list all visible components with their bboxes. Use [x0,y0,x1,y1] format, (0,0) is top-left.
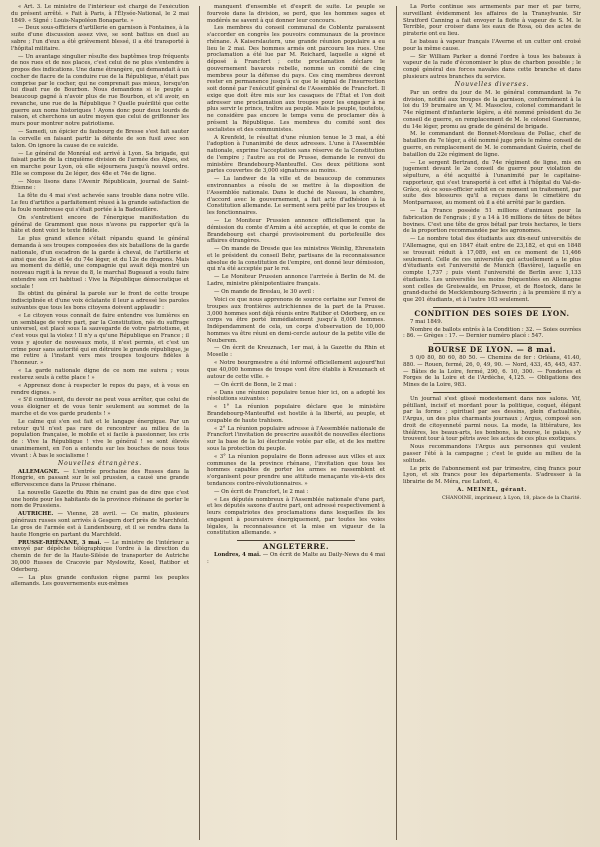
paragraph-text: — On mande de Breslau, le 30 avril : [214,289,315,296]
paragraph-text: « Apprenez donc à respecter le repos du pays, et à vous en rendre dignes. » [11,382,189,396]
printer-imprint: CHANOINE, imprimeur, à Lyon, 18, place de la Charité. [441,495,581,502]
paragraph-text: — Samedi, un épicier du faubourg de Bresse s'est fait sauter la cervelle en faisant partir la détente de son fusil avec son talon. On ignore la cause de ce suicide. [11,129,189,149]
article-paragraph [403,90,581,131]
article-paragraph [207,4,385,24]
paragraph-text: Le prix de l'abonnement est par trimestre, cinq francs pour Lyon, et six francs pour les départements. S'adresser à la librairie de M. Méra, rue Lafont, 4. [403,465,581,486]
paragraph-text: — Vienne, 28 avril. — Ce matin, plusieurs généraux russes sont arrivés à Gesgern dorf près de Marchfeld. Le gros de l'armée est à Lundenbourg, et il se rendra dans la haute Hongrie en partant du Marchfeld. [11,511,189,538]
paragraph-text: Nombre de ballots entrés à la Condition : 32. — Soies ouvrées : 86. — Grèges : 17. — Dernier numéro placé : 547. [403,326,581,340]
paragraph-text: manquent d'ensemble et d'esprit de suite. Le peuple se fourvoie dans la division, se perd, que les hommes sages et modérés ne savent à qui donner leur concours. [207,4,385,24]
article-paragraph [11,575,189,589]
article-paragraph [207,297,385,344]
article-paragraph [403,327,581,341]
article-paragraph [11,54,189,128]
section-rule [237,540,355,541]
paragraph-text: « 3° La réunion populaire de Bonn adresse aux villes et aux communes de la province rhénane, l'invitation que tous les hommes capables de porter les armes se rassemblent et s'organisent pour prendre une attitude menaçante vis-à-vis des tendances contre-révolutionnaires. » [207,453,385,487]
article-paragraph [403,466,581,486]
paragraph-text: — Le nombre total des étudiants aux dix-neuf universités de l'Allemagne, qui en 1847 était entre de 23,182, et qui en 1848 se trouvait réduit à 17,089, est en ce moment de 11,466 seulement. Celle de ces universités qui actuellement a le plus d'étudiants est l'université de Munich (Bavière), laquelle en compte 1,737 ; puis vient l'université de Berlin avec 1,133 étudiants. Les universités les moins fréquentées en Allemagne sont celles de Greiswalde, en Prusse, et de Rostock, dans le grand-duché de Mecklembourg-Schwerin ; à la première il n'y a que 201 étudiants, et à l'autre 103 seulement. [403,236,581,303]
paragraph-text: La Porte continue ses armements par mer et par terre, surveillant évidemment les affaires de la Transylvanie. Sir Stratford Canning a fait envoyer la flotte à vapeur de S. M. le Terrible, pour croiser dans les eaux de Rosa, où des actes de piraterie ont eu lieu. [403,4,581,37]
column-divider [199,6,200,840]
article-paragraph [207,176,385,217]
paragraph-text: Ils obtint du général la parole sur le front de cette troupe indisciplinée et d'une voix éclatante il leur a adressé les paroles suivantes que tous les bons citoyens doivent applaudir : [11,291,189,311]
paragraph-text: On s'entretient encore de l'énergique manifestation du général de Grammont que nous n'avons pu rapporter qu'à la hâte et dont voici le texte fidèle. [11,214,189,235]
article-paragraph [207,454,385,488]
paragraph-text: M. le commandant de Bonnet-Moreleau de Pollac, chef de bataillon du 7e léger, a été nommé juge près le même conseil de guerre, en remplacement de M. le commandant Guérin, chef de bataillon du 22e régiment de ligne. [403,131,581,158]
article-paragraph [207,135,385,176]
paragraph-text: — Le sergent Bertrand, du 74e régiment de ligne, mis en jugement devant le 2e conseil de guerre pour violation de sépulture, a été acquitté à l'unanimité par le capitaine-rapporteur, qui s'est transporté à cet effet à l'hôpital du Val-de-Grâce, où ce sous-officier subit en ce moment un traitement, par suite des blessures qu'il a reçues dans le cimetière du Montparnasse, au moment où il a été arrêté par le gardien. [403,159,581,207]
section-heading: Nouvelles étrangères. [58,459,142,467]
paragraph-text: « La garde nationale digne de ce nom me suivra ; vous resterez seuls à cette place ! » [11,368,189,381]
article-paragraph [207,360,385,380]
article-paragraph [403,54,581,81]
article-paragraph [11,490,189,510]
article-paragraph [11,291,189,311]
paragraph-text: « Le citoyen vous connaît de faire entendre vos lumières en un semblage de votre part, par la Constitution, nés du suffrage universel, est placé sous la sauvegarde de votre patriotisme, et c'est vous qui la violez ! Il n'y a qu'une République en France ; il vous y ajouter de nouveaux mots, il n'est permis, et c'est un crime pour sans autorité qui en détruire le grande république, je me retire à l'instant vers mes troupes toujours fidèles à l'honneur. » [11,312,189,367]
article-paragraph [403,236,581,304]
article-paragraph [207,345,385,359]
article-paragraph [403,131,581,158]
article-paragraph [207,218,385,245]
section-rule [433,343,551,344]
paragraph-text: — L'entrée prochaine des Russes dans la Hongrie, en passant sur le sol prussien, a causé une grande effervescence dans la Prusse rhénane. [11,468,189,488]
paragraph-text: La fête du 4 mai s'est achevée sans trouble dans notre ville. Le feu d'artifice a parfaitement réussi à la grande satisfaction de la foule nombreuse qui s'était portée à la Badouillère. [11,193,189,213]
paragraph-text: — Le ministre de l'intérieur a envoyé par dépêche télégraphique l'ordre à la direction du chemin de fer de la Haute-Silésie de transporter de Autriche 30,000 Russes de Cracovie par Myslowitz, Kosel, Ratibor et Oderberg. [11,539,189,573]
paragraph-text: — On écrit de Bonn, le 2 mai : [214,381,297,388]
gerant-signature: A. MEINEL, gérant. [457,487,527,494]
article-paragraph [403,444,581,464]
article-paragraph [207,497,385,538]
paragraph-text: — La landwer de la ville et de beaucoup de communes environnantes a résolu de se mettre à la disposition de l'Assemblée nationale. Dans le duché de Nassau, la chambre, d'accord avec le gouvernement, a fait acte d'adhésion à la Constitution allemande. Le serment sera prêté par les troupes et les fonctionnaires. [207,176,385,217]
article-paragraph [207,404,385,424]
paragraph-text: Le bateau à vapeur français l'Averne et un cutter ont croisé pour la même cause. [403,38,581,52]
article-paragraph [207,382,385,389]
article-paragraph [11,540,189,574]
paragraph-text: — Le général de Monréal est arrivé à Lyon. Sa brigade, qui faisait partie de la cinquième division de l'armée des Alpes, est en marche pour Lyon, où elle séjournera jusqu'à nouvel ordre. Elle se compose du 2e léger, des 48e et 74e de ligne. [11,150,189,177]
article-paragraph [207,289,385,296]
article-paragraph [11,215,189,235]
paragraph-text: Les membres du conseil communal de Coblentz paraissent s'accorder en congrès les pouvoirs communaux de la province rhénane. À Kaiserslautern, une grande réunion populaire a eu lieu le 2 mai. Des hommes armés ont parcouru les rues. Une proclamation a été lue par M. Reichard, laquelle a signé et déposé à Francfort ; cette proclamation déclare le gouvernement bavarois rebelle, nomme un comité de cinq membres pour la défense du pays. Ces cinq membres devront rester en permanence jusqu'à ce que le signal de l'insurrection soit donné par l'exécutif général de l'Assemblée de Francfort. Il exige que doit être mis sur les casaques de l'État et l'on doit adresser une proclamation aux troupes pour les engager à ne plus servir le prince, traître au peuple. Mais le peuple, toutefois, ne considère pas encore le temps venu de proclamer dès à présent la République. Les membres du comité sont des socialistes et des communistes. [207,25,385,133]
article-paragraph [207,246,385,273]
article-paragraph [11,179,189,193]
article-paragraph [11,397,189,417]
article-paragraph [11,151,189,178]
paragraph-text: — Sir William Parker a donné l'ordre à tous les bateaux à vapeur de la rade d'économiser le plus de charbon possible ; le congé général des forces navales dans cette branche et dans plusieurs autres branches du service. [403,53,581,80]
article-paragraph [207,25,385,133]
paragraph-text: « Dans une réunion populaire tenue hier ici, on a adopté les résolutions suivantes : [207,389,385,403]
article-paragraph [11,4,189,24]
section-heading: CONDITION DES SOIES DE LYON. [414,308,570,318]
paragraph-text: « Les députés nombreux à l'Assemblée nationale d'une part, et les députés saxons d'autre part, ont adressé respectivement à leurs compatriotes des proclamations dans lesquelles ils les engagent à poursuivre énergiquement, par toutes les voies légales, la reconnaissance et la mise en vigueur de la constitution allemande. » [207,496,385,537]
article-paragraph [11,368,189,382]
paragraph-text: — Nous lisons dans l'Avenir Républicain, journal de Saint-Étienne : [11,178,189,192]
article-paragraph [11,419,189,460]
article-paragraph [403,396,581,443]
column-1 [11,4,189,842]
paragraph-text: — La plus grande confusion règne parmi les peuples allemands. Les gouvernements eux-mêmes [11,574,189,588]
dateline: PRUSSE-RHÉNANE, 3 mai. [18,539,102,546]
article-paragraph [403,355,581,389]
paragraph-text: — On écrit de Kreuznach, 1er mai, à la Gazette du Rhin et Moselle : [207,345,385,359]
paragraph-text: Voici ce que nous apprenons de source certaine sur l'envoi de troupes aux frontières autrichiennes de la part de la Prusse. 3,000 hommes sont déjà réunis entre Ratibor et Oderberg, en ce corps va être porté immédiatement jusqu'à 8,000 hommes. Indépendamment de cela, un corps d'observation de 10,000 hommes va être réuni en demi-cercle autour de la petite ville de Neuberem. [207,297,385,344]
article-paragraph [207,274,385,288]
section-heading: ANGLETERRE. [262,542,330,552]
article-paragraph [11,469,189,489]
article-paragraph [403,319,581,326]
paragraph-text: A Krenfeld, le résultat d'une réunion tenue le 3 mai, a été l'adoption à l'unanimité de deux adresses. L'une à l'Assemblée nationale, exprime l'acceptation sans réserve de la Constitution de l'empire ; l'autre au roi de Prusse, demande le renvoi du ministère Brandebourg-Manteuffel. Ces deux pétitions sont partes couvertes de 3,000 signatures au moins. [207,134,385,175]
paragraph-text: — La France possède 51 millions d'animaux pour la fabrication de l'engrais ; il y a 14 à 16 millions de têtes de bêtes bovines. C'est une tête de gros bétail par trois hectares, le tiers de la proportion recommandée par les agronomes. [403,208,581,235]
dateline: Londres, 4 mai. [214,552,261,559]
paragraph-text: Nous recommandons l'Argus aux personnes qui veulent passer l'été à la campagne ; c'est le guide au milieu de la solitude. [403,444,581,464]
article-paragraph [11,313,189,367]
paragraph-text: — Le Moniteur Prussien annonce officiellement que la démission du comte d'Arnim a été acceptée, et que le comte de Brandebourg est chargé provisoirement du portefeuille des affaires étrangères. [207,218,385,245]
paragraph-text: Le plus grand silence s'était répandu quand le général demanda à ses troupes composées des six bataillons de la garde nationale, d'un escadron de la garde à cheval, de l'artillerie et ainsi que des 2e et 4e du 74e léger, et du 12e de dragons. Mais au moment du défilé, une compagnie qui avait déjà montré un nouveau rugit à la revue du 8, le marchal Bugeaud a voulu faire entendre son cri habituel : Vive la République démocratique et sociale ! [11,236,189,290]
paragraph-text: « Art. 3. Le ministre de l'intérieur est chargé de l'exécution du présent arrêté. « Fait à Paris, à l'Élysée-National, le 2 mai 1849. « Signé : Louis-Napoléon Bonaparte. » [11,4,189,24]
column-2 [207,4,385,842]
paragraph-text: — Un avantage singulier résulte des baptêmes trop fréquents de nos rues et de nos places, c'est celui de ne plus s'entendre à propos des indications. Une dame étrangère, qui demandait à un cocher de fiacre de la conduire rue de la République, n'était pas comprise par le cocher, qui ne comprenait pas mieux, lorsqu'on lui disait rue de Bourbon. Nous demandons si le peuple a beaucoup gagné à n'avoir plus de rue Bourbon, et s'il avoir, en revanche, une rue de la République ? Quelle puérilité que cette guerre aux noms historiques ! Ayons donc pour deux lourds de raison, et cherchons un autre moyen que celui de griffonner les murs pour montrer notre patriotisme. [11,53,189,128]
article-paragraph [403,4,581,38]
section-rule [433,392,551,393]
dateline: AUTRICHE. [18,511,54,518]
paragraph-text: — On mande de Dresde que les ministres Weinlig, Ehrenstein et le président du conseil Behr, partisans de la reconnaissance absolue de la constitution de l'empire, ont donné leur démission, qui n'a été acceptée par le roi. [207,246,385,273]
article-paragraph [403,39,581,53]
article-paragraph [403,208,581,235]
section-heading: Nouvelles diverses. [454,80,530,88]
paragraph-text: Par un ordre du jour de M. le général commandant la 7e division, notifié aux troupes de la garnison, conformément à la loi du 19 brumaire an V, M. Masoclou, colonel commandant le 74e régiment d'infanterie légère, a été nommé président du 3e conseil de guerre, en remplacement de M. le colonel Gueranne, du 14e léger, promu au grade de général de brigade. [403,89,581,130]
paragraph-text: « 1° La réunion populaire déclare que le ministère Brandebourg-Manteuffel est hostile à la liberté, au peuple, et coupable de haute trahison. [207,404,385,424]
paragraph-text: « 2° La réunion populaire adresse à l'Assemblée nationale de Francfort l'invitation de prescrire aussitôt de nouvelles élections sur la base de la loi électorale votée par elle, et de les mettre sous la protection du peuple. [207,425,385,452]
paragraph-text: « Notre bourgmestre a été informé officiellement aujourd'hui que 40,000 hommes de troupe vont être établis à Kreuznach et autour de cette ville. » [207,360,385,380]
paragraph-text: Le calme qui s'en est fait et le langage énergique. Par un retour qu'il n'est pas rare de rencontrer au milieu de la population française, le mobile et si facile à passionner, les cris de : Vive la République ! vive le général ! se sont élevés unanimement, en l'on a entendu sur les bouches de nous tous vivant : À bas le socialisme ! [11,418,189,459]
article-paragraph [11,511,189,538]
article-paragraph [11,236,189,290]
article-paragraph [11,193,189,213]
section-rule [433,307,551,308]
article-paragraph [11,383,189,397]
paragraph-text: — Deux sous-officiers d'artillerie en garnison à Fontaines, à la suite d'une discussion assez vive, se sont battus en duel au sabre ; l'un d'eux a été grièvement blessé, il a été transporté à l'hôpital militaire. [11,25,189,52]
paragraph-text: — On écrit de Francfort, le 2 mai : [214,488,309,495]
paragraph-text: 5 0/0 80, 80 60, 80 50. — Chemins de fer : Orléans, 41.40, 880. — Rouen, fermé, 26, 0, 49, 90. — Nord, 433, 45, 445, 437. — Bâtes de la Loire, fermé, 290, 6. 10, 300. — Fonderies et Forges de la Loire et de l'Ardèche, 4,125. — Obligations des Mines de la Loire, 983. [403,355,581,389]
article-paragraph [207,390,385,404]
article-paragraph [11,25,189,52]
article-paragraph [207,426,385,453]
section-heading: BOURSE DE LYON. — 8 mai. [427,345,557,355]
paragraph-text: — On écrit de Malte au Daily-News du 4 mai : [207,552,385,565]
paragraph-text: 7 mai 1849. [410,318,443,325]
article-paragraph [207,489,385,496]
paragraph-text: « S'il continuent, du devoir ne peut vous arrêter, que celui de vous éloigner et de vous tenir seulement au sommet de la marche et de vos garde prudents ! » [11,397,189,417]
article-paragraph [11,129,189,149]
column-divider [396,6,397,840]
paragraph-text: — Le Moniteur Prussien annonce l'arrivée à Berlin de M. de Ladre, ministre plénipotentiaire français. [207,274,385,288]
paragraph-text: Un journal s'est glissé modestement dans nos salons. Vif, pétillant, incisif et mordant pour la politique, coquet, élégant par la forme ; spirituel par ses dessins, plein d'actualités, l'Argus, un des plus charmants journaux ; Argus, composé son droit de citoyenneté parmi nous. La mode, la littérature, les théâtres, les beaux-arts, les bonbons, la bourse, le palais, s'y trouvent tour à tour pétris avec les actes de ces plus exotiques. [403,395,581,443]
paragraph-text: La nouvelle Gazette du Rhin ne craint pas de dire que c'est une honte pour les habitants de la province rhénane de porter le nom de Prussiens. [11,489,189,510]
article-paragraph [207,552,385,566]
article-paragraph [403,160,581,207]
dateline: ALLEMAGNE. [18,468,60,475]
column-3 [403,4,581,842]
